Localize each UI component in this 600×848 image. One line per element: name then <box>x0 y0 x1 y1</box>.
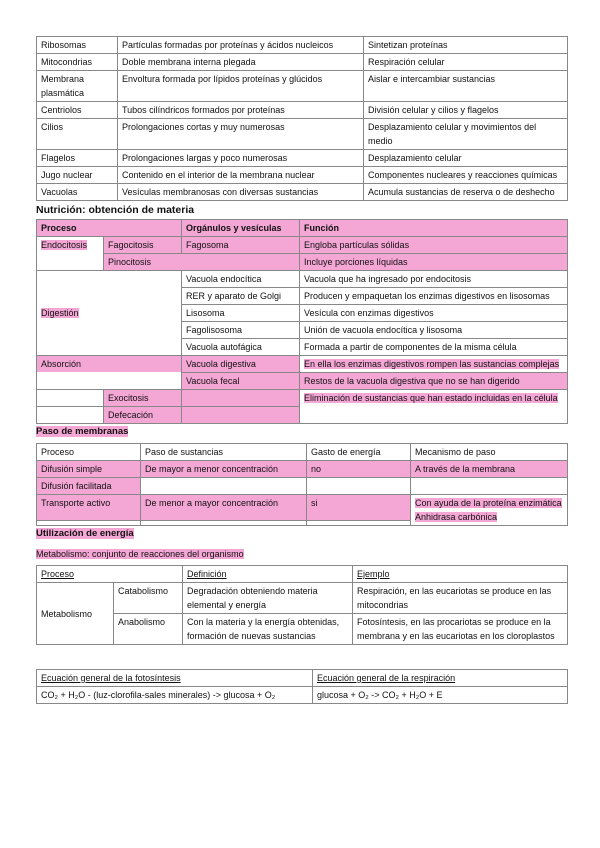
cell-empty <box>37 390 104 407</box>
cell-fagocitosis: Fagocitosis <box>104 237 182 254</box>
header-paso: Paso de sustancias <box>141 444 307 461</box>
cell-mayor-menor: De mayor a menor concentración <box>141 461 307 478</box>
table-row <box>37 237 568 254</box>
header-fotosintesis: Ecuación general de la fotosíntesis <box>37 670 313 687</box>
section-subtitle-metabolismo: Metabolismo: conjunto de reacciones del organismo <box>36 549 244 559</box>
table-row <box>37 167 568 184</box>
cell-funcion: Vacuola que ha ingresado por endocitosis <box>300 271 568 288</box>
cell-empty <box>37 407 104 424</box>
cell-funcion: Producen y empaquetan los enzimas digestivos en lisosomas <box>300 288 568 305</box>
metabolism-table <box>36 565 568 645</box>
organelle-name: Flagelos <box>37 150 118 167</box>
table-header-row <box>37 220 568 237</box>
organelle-desc: Contenido en el interior de la membrana nuclear <box>118 167 364 184</box>
table-row <box>37 102 568 119</box>
cell-organulo: Vacuola autofágica <box>182 339 300 356</box>
organelle-desc: Prolongaciones cortas y muy numerosas <box>118 119 364 150</box>
table-row <box>37 390 568 407</box>
table-row <box>37 150 568 167</box>
organelle-func: Respiración celular <box>364 54 568 71</box>
membrane-table <box>36 443 568 526</box>
cell-no: no <box>307 461 411 478</box>
cell-funcion: Formada a partir de componentes de la misma célula <box>300 339 568 356</box>
header-proceso: Proceso <box>37 220 182 237</box>
section-title-energia: Utilización de energía <box>36 528 134 539</box>
cell-empty-pink <box>182 407 300 424</box>
cell-anabolismo-ej: Fotosíntesis, en las procariotas se produce en la membrana y en las eucariotas en los cloroplastos <box>353 614 568 645</box>
cell-defecacion: Defecación <box>104 407 182 424</box>
cell-menor-mayor: De menor a mayor concentración <box>141 495 307 521</box>
table-row <box>37 71 568 102</box>
cell-catabolismo-def: Degradación obteniendo materia elemental y energía <box>183 583 353 614</box>
organelle-func: Desplazamiento celular <box>364 150 568 167</box>
table-row <box>37 119 568 150</box>
table-row <box>37 583 568 614</box>
organelle-name: Vacuolas <box>37 184 118 201</box>
table-header-row <box>37 566 568 583</box>
cell-difusion-simple: Difusión simple <box>37 461 141 478</box>
cell-anabolismo: Anabolismo <box>114 614 183 645</box>
cell-difusion-facilitada: Difusión facilitada <box>37 478 141 495</box>
table-row <box>37 687 568 704</box>
cell-exocitosis-func: Eliminación de sustancias que han estado incluidas en la célula <box>300 390 568 424</box>
cell-funcion: Unión de vacuola endocítica y lisosoma <box>300 322 568 339</box>
cell-vacuola-digestiva: Vacuola digestiva <box>182 356 300 373</box>
table-row <box>37 356 568 373</box>
cell-absorcion: Absorción <box>37 356 182 390</box>
table-row <box>37 495 568 521</box>
section-title-nutricion: Nutrición: obtención de materia <box>36 204 195 216</box>
cell-organulo: Vacuola endocítica <box>182 271 300 288</box>
cell-empty-pink <box>182 390 300 407</box>
cell-transporte-activo: Transporte activo <box>37 495 141 521</box>
organelles-table <box>36 36 568 201</box>
cell-vacuola-fecal-func: Restos de la vacuola digestiva que no se han digerido <box>300 373 568 390</box>
cell-fagosoma-func: Engloba partículas sólidas <box>300 237 568 254</box>
header-funcion: Función <box>300 220 568 237</box>
organelle-func: División celular y cilios y flagelos <box>364 102 568 119</box>
organelle-name: Mitocondrias <box>37 54 118 71</box>
equations-table <box>36 669 568 704</box>
cell-fotosintesis-eq: CO₂ + H₂O - (luz-clorofila-sales minerales) -> glucosa + O₂ <box>37 687 313 704</box>
header-mecanismo: Mecanismo de paso <box>411 444 568 461</box>
table-row <box>37 271 568 288</box>
cell-empty <box>307 478 411 495</box>
cell-digestion: Digestión <box>37 271 182 356</box>
table-row <box>37 461 568 478</box>
cell-empty <box>411 478 568 495</box>
cell-respiracion-eq: glucosa + O₂ -> CO₂ + H₂O + E <box>313 687 568 704</box>
organelle-desc: Prolongaciones largas y poco numerosas <box>118 150 364 167</box>
cell-empty <box>141 521 307 526</box>
table-header-row <box>37 670 568 687</box>
cell-catabolismo-ej: Respiración, en las eucariotas se produce en las mitocondrias <box>353 583 568 614</box>
organelle-func: Sintetizan proteínas <box>364 37 568 54</box>
cell-organulo: Lisosoma <box>182 305 300 322</box>
cell-membrana: A través de la membrana <box>411 461 568 478</box>
cell-catabolismo: Catabolismo <box>114 583 183 614</box>
cell-anabolismo-def: Con la materia y la energía obtenidas, formación de nuevas sustancias <box>183 614 353 645</box>
section-title-paso: Paso de membranas <box>36 426 129 437</box>
cell-empty <box>37 521 141 526</box>
organelle-desc: Partículas formadas por proteínas y ácidos nucleicos <box>118 37 364 54</box>
organelle-desc: Doble membrana interna plegada <box>118 54 364 71</box>
table-row <box>37 37 568 54</box>
cell-organulo: Fagolisosoma <box>182 322 300 339</box>
cell-pinocitosis-func: Incluye porciones líquidas <box>300 254 568 271</box>
cell-endocitosis: Endocitosis <box>37 237 104 271</box>
table-header-row <box>37 444 568 461</box>
cell-proteina: Con ayuda de la proteína enzimática Anhidrasa carbónica <box>411 495 568 526</box>
cell-si: si <box>307 495 411 521</box>
organelle-name: Centriolos <box>37 102 118 119</box>
organelle-func: Aislar e intercambiar sustancias <box>364 71 568 102</box>
cell-empty <box>141 478 307 495</box>
header-ejemplo: Ejemplo <box>353 566 568 583</box>
organelle-desc: Vesículas membranosas con diversas sustancias <box>118 184 364 201</box>
organelle-func: Acumula sustancias de reserva o de deshecho <box>364 184 568 201</box>
table-row <box>37 254 568 271</box>
header-respiracion: Ecuación general de la respiración <box>313 670 568 687</box>
organelle-desc: Tubos cilíndricos formados por proteínas <box>118 102 364 119</box>
header-definicion: Definición <box>183 566 353 583</box>
organelle-name: Membrana plasmática <box>37 71 118 102</box>
document-page <box>36 36 568 704</box>
header-gasto: Gasto de energía <box>307 444 411 461</box>
table-row <box>37 54 568 71</box>
header-organulos: Orgánulos y vesículas <box>182 220 300 237</box>
organelle-name: Jugo nuclear <box>37 167 118 184</box>
cell-vacuola-fecal: Vacuola fecal <box>182 373 300 390</box>
table-row <box>37 184 568 201</box>
cell-vacuola-digestiva-func: En ella los enzimas digestivos rompen las sustancias complejas <box>300 356 568 373</box>
organelle-func: Componentes nucleares y reacciones químicas <box>364 167 568 184</box>
header-proceso: Proceso <box>37 444 141 461</box>
cell-exocitosis: Exocitosis <box>104 390 182 407</box>
organelle-name: Cilios <box>37 119 118 150</box>
table-row <box>37 614 568 645</box>
organelle-func: Desplazamiento celular y movimientos del medio <box>364 119 568 150</box>
cell-pinocitosis: Pinocitosis <box>104 254 300 271</box>
cell-organulo: RER y aparato de Golgi <box>182 288 300 305</box>
cell-fagosoma: Fagosoma <box>182 237 300 254</box>
cell-empty <box>307 521 411 526</box>
cell-metabolismo: Metabolismo <box>37 583 114 645</box>
header-proceso: Proceso <box>37 566 183 583</box>
nutrition-table <box>36 219 568 424</box>
table-row <box>37 478 568 495</box>
organelle-desc: Envoltura formada por lípidos proteínas y glúcidos <box>118 71 364 102</box>
organelle-name: Ribosomas <box>37 37 118 54</box>
cell-funcion: Vesícula con enzimas digestivos <box>300 305 568 322</box>
